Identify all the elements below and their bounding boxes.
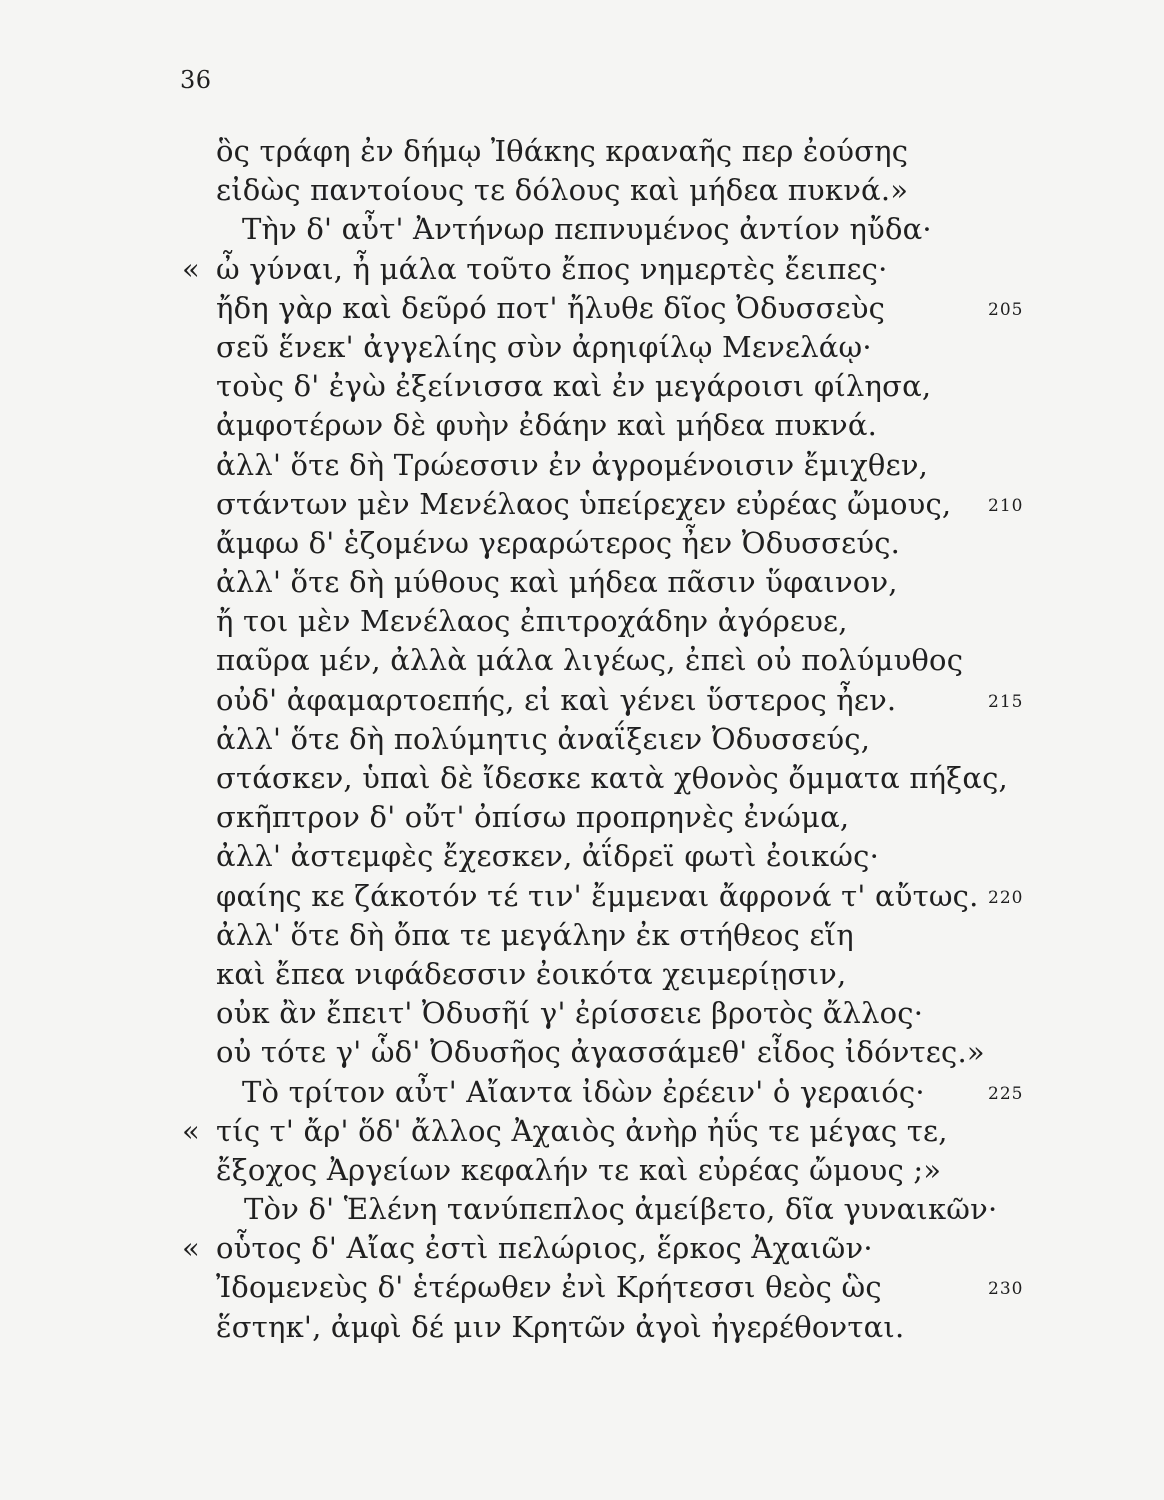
verse-text: στάσκεν, ὑπαὶ δὲ ἴδεσκε κατὰ χθονὸς ὄμματα πήξας, xyxy=(216,761,1008,795)
verse-text: στάντων μὲν Μενέλαος ὑπείρεχεν εὐρέας ὤμους, xyxy=(216,486,952,521)
verse-text: φαίης κε ζάκοτόν τέ τιν' ἔμμεναι ἄφρονά τ' αὔτως. xyxy=(216,878,979,913)
quote-marker: « xyxy=(182,251,200,286)
verse-text: ἀλλ' ἀστεμφὲς ἔχεσκεν, ἀΐδρεϊ φωτὶ ἐοικώς· xyxy=(216,839,880,874)
poem-text xyxy=(0,132,1164,1347)
verse-line xyxy=(0,877,1164,916)
line-number: 215 xyxy=(988,691,1024,712)
verse-line xyxy=(0,1190,1164,1229)
verse-text: ἄμφω δ' ἑζομένω γεραρώτερος ἦεν Ὀδυσσεύς. xyxy=(216,525,901,560)
verse-text: τοὺς δ' ἐγὼ ἐξείνισσα καὶ ἐν μεγάροισι φίλησα, xyxy=(216,369,932,404)
verse-line xyxy=(0,1073,1164,1112)
verse-line xyxy=(0,171,1164,210)
verse-text: ἀλλ' ὅτε δὴ πολύμητις ἀναΐξειεν Ὀδυσσεύς, xyxy=(216,721,871,756)
verse-line xyxy=(0,837,1164,876)
page-number: 36 xyxy=(180,66,212,94)
verse-text: εἰδὼς παντοίους τε δόλους καὶ μήδεα πυκνά.» xyxy=(216,173,909,208)
verse-text: ἤ τοι μὲν Μενέλαος ἐπιτροχάδην ἀγόρευε, xyxy=(216,604,848,639)
verse-text: οὐ τότε γ' ὧδ' Ὀδυσῆος ἀγασσάμεθ' εἶδος ἰδόντες.» xyxy=(216,1035,985,1070)
verse-text: ἀλλ' ὅτε δὴ ὄπα τε μεγάλην ἐκ στήθεος εἵη xyxy=(216,917,854,952)
verse-text: οὐδ' ἀφαμαρτοεπής, εἰ καὶ γένει ὕστερος ἦεν. xyxy=(216,682,897,717)
verse-line xyxy=(0,524,1164,563)
verse-line xyxy=(0,250,1164,289)
verse-text: ἕστηκ', ἀμφὶ δέ μιν Κρητῶν ἀγοὶ ἠγερέθονται. xyxy=(216,1309,905,1344)
verse-text: σκῆπτρον δ' οὔτ' ὀπίσω προπρηνὲς ἐνώμα, xyxy=(216,800,850,835)
verse-text: Τὸν δ' Ἑλένη τανύπεπλος ἀμείβετο, δῖα γυναικῶν· xyxy=(244,1192,998,1227)
verse-text: ὃς τράφη ἐν δήμῳ Ἰθάκης κραναῆς περ ἐούσης xyxy=(216,134,909,168)
verse-text: ἀλλ' ὅτε δὴ Τρώεσσιν ἐν ἀγρομένοισιν ἔμιχθεν, xyxy=(216,447,929,482)
verse-line xyxy=(0,602,1164,641)
quote-marker: « xyxy=(182,1231,200,1266)
verse-line xyxy=(0,681,1164,720)
verse-line xyxy=(0,406,1164,445)
verse-line xyxy=(0,1229,1164,1268)
verse-text: Τὸ τρίτον αὖτ' Αἴαντα ἰδὼν ἐρέειν' ὁ γεραιός· xyxy=(242,1074,925,1109)
verse-line xyxy=(0,1151,1164,1190)
verse-text: ἔξοχος Ἀργείων κεφαλήν τε καὶ εὐρέας ὤμους ;» xyxy=(216,1152,942,1187)
verse-line xyxy=(0,798,1164,837)
verse-line xyxy=(0,641,1164,680)
verse-line xyxy=(0,446,1164,485)
verse-text: οὗτος δ' Αἴας ἐστὶ πελώριος, ἕρκος Ἀχαιῶν· xyxy=(216,1231,873,1266)
verse-line xyxy=(0,132,1164,171)
verse-text: Ἰδομενεὺς δ' ἑτέρωθεν ἐνὶ Κρήτεσσι θεὸς ὣς xyxy=(216,1270,882,1305)
verse-line xyxy=(0,759,1164,798)
verse-text: ἀμφοτέρων δὲ φυὴν ἐδάην καὶ μήδεα πυκνά. xyxy=(216,408,878,443)
verse-text: ἀλλ' ὅτε δὴ μύθους καὶ μήδεα πᾶσιν ὕφαινον, xyxy=(216,565,898,600)
line-number: 205 xyxy=(988,299,1024,320)
line-number: 220 xyxy=(988,887,1024,908)
verse-text: τίς τ' ἄρ' ὅδ' ἄλλος Ἀχαιὸς ἀνὴρ ἠΰς τε μέγας τε, xyxy=(216,1113,948,1148)
verse-text: ἤδη γὰρ καὶ δεῦρό ποτ' ἤλυθε δῖος Ὀδυσσεὺς xyxy=(216,290,886,325)
verse-text: σεῦ ἕνεκ' ἀγγελίης σὺν ἀρηιφίλῳ Μενελάῳ· xyxy=(216,329,872,364)
verse-line xyxy=(0,994,1164,1033)
verse-text: καὶ ἔπεα νιφάδεσσιν ἐοικότα χειμερίῃσιν, xyxy=(216,956,847,991)
verse-text: παῦρα μέν, ἀλλὰ μάλα λιγέως, ἐπεὶ οὐ πολύμυθος xyxy=(216,643,964,678)
verse-line xyxy=(0,1308,1164,1347)
verse-text: Τὴν δ' αὖτ' Ἀντήνωρ πεπνυμένος ἀντίον ηὔδα· xyxy=(242,212,932,247)
verse-line xyxy=(0,328,1164,367)
line-number: 225 xyxy=(988,1083,1024,1104)
verse-line xyxy=(0,916,1164,955)
verse-text: ὦ γύναι, ἦ μάλα τοῦτο ἔπος νημερτὲς ἔειπες· xyxy=(216,251,888,286)
verse-line xyxy=(0,1268,1164,1307)
verse-line xyxy=(0,1033,1164,1072)
line-number: 210 xyxy=(988,495,1024,516)
line-number: 230 xyxy=(988,1279,1024,1300)
quote-marker: « xyxy=(182,1113,200,1148)
verse-line xyxy=(0,955,1164,994)
verse-line xyxy=(0,720,1164,759)
verse-line xyxy=(0,1112,1164,1151)
verse-line xyxy=(0,210,1164,249)
verse-line xyxy=(0,367,1164,406)
verse-line xyxy=(0,563,1164,602)
verse-line xyxy=(0,289,1164,328)
verse-line xyxy=(0,485,1164,524)
verse-text: οὐκ ἂν ἔπειτ' Ὀδυσῆί γ' ἐρίσσειε βροτὸς ἄλλος· xyxy=(216,996,924,1031)
